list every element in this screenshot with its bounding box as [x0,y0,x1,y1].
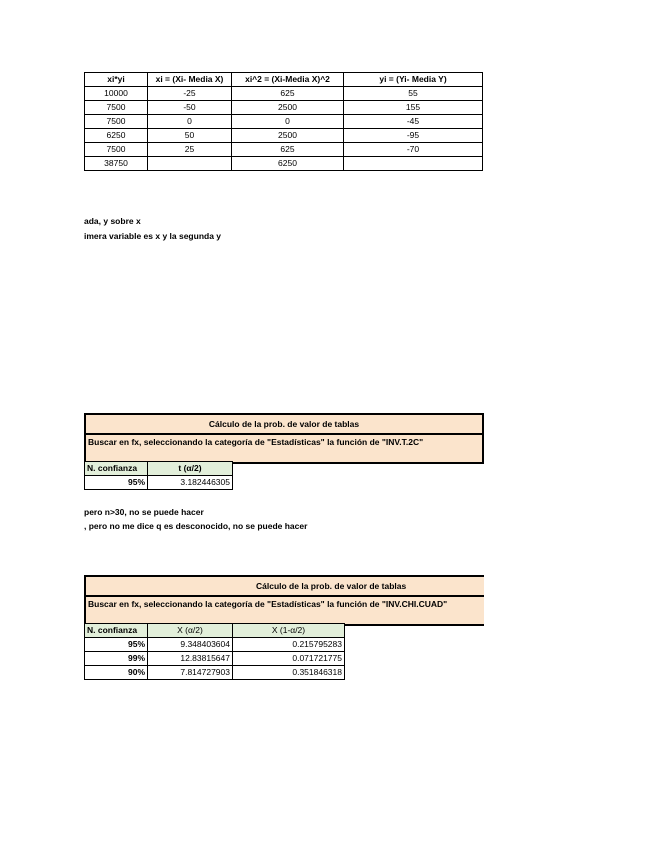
table-row [85,143,483,157]
t-section-title: Cálculo de la prob. de valor de tablas [208,419,360,429]
table-cell: 0 [148,115,232,129]
table-row [85,129,483,143]
table-cell: 55 [344,87,483,101]
header-cell: N. confianza [85,462,148,476]
header-cell: X (α/2) [148,624,233,638]
table-cell: 10000 [85,87,148,101]
table-cell: 7.814727903 [148,666,233,680]
table-cell: 7500 [85,101,148,115]
table-header-row [85,462,233,476]
table-cell: 25 [148,143,232,157]
table-cell: 9.348403604 [148,638,233,652]
table-cell: 7500 [85,115,148,129]
table-row [85,115,483,129]
chi-table [84,623,345,680]
table-cell: 50 [148,129,232,143]
table-cell: 2500 [232,129,344,143]
table-cell: 155 [344,101,483,115]
table-cell [148,157,232,171]
table-total-row [85,157,483,171]
table-cell: 0.351846318 [233,666,345,680]
header-cell: xi^2 = (Xi-Media X)^2 [232,73,344,87]
table-cell: 0.215795283 [233,638,345,652]
t-section-instruction: Buscar en fx, seleccionando la categoría de "Estadísticas" la función de "INV.T.2C" [88,437,424,447]
note-line: ada, y sobre x [84,216,141,226]
table-cell: 0 [232,115,344,129]
table-row [85,638,345,652]
header-cell: xi*yi [85,73,148,87]
header-cell: X (1-α/2) [233,624,345,638]
note-line: , pero no me dice q es desconocido, no se puede hacer [84,521,308,531]
chi-section-instruction: Buscar en fx, seleccionando la categoría de "Estadísticas" la función de "INV.CHI.CUAD" [88,599,448,609]
note-line: pero n>30, no se puede hacer [84,507,204,517]
table-row [85,652,345,666]
table-cell: -95 [344,129,483,143]
table-cell [344,157,483,171]
table-header-row [85,73,483,87]
table-cell: 625 [232,143,344,157]
table-cell: 90% [85,666,148,680]
t-section-box [84,413,484,464]
table-cell: -45 [344,115,483,129]
table-cell: 95% [85,476,148,490]
table-cell: -50 [148,101,232,115]
header-cell: xi = (Xi- Media X) [148,73,232,87]
table-row [85,666,345,680]
note-line: imera variable es x y la segunda y [84,231,222,241]
t-table [84,461,233,490]
table-cell: 6250 [232,157,344,171]
table-cell: 3.182446305 [148,476,233,490]
table-row [85,87,483,101]
table-cell: 6250 [85,129,148,143]
table-cell: 95% [85,638,148,652]
table-row [85,476,233,490]
table-cell: -25 [148,87,232,101]
header-cell: N. confianza [85,624,148,638]
table-cell: 625 [232,87,344,101]
table-cell: 12.83815647 [148,652,233,666]
table-cell: -70 [344,143,483,157]
regression-table [84,72,483,171]
table-row [85,101,483,115]
table-cell: 38750 [85,157,148,171]
table-header-row [85,624,345,638]
table-cell: 7500 [85,143,148,157]
header-cell: yi = (Yi- Media Y) [344,73,483,87]
table-cell: 99% [85,652,148,666]
table-cell: 0.071721775 [233,652,345,666]
header-cell: t (α/2) [148,462,233,476]
chi-section-box [84,575,484,626]
table-cell: 2500 [232,101,344,115]
chi-section-title: Cálculo de la prob. de valor de tablas [256,581,407,591]
